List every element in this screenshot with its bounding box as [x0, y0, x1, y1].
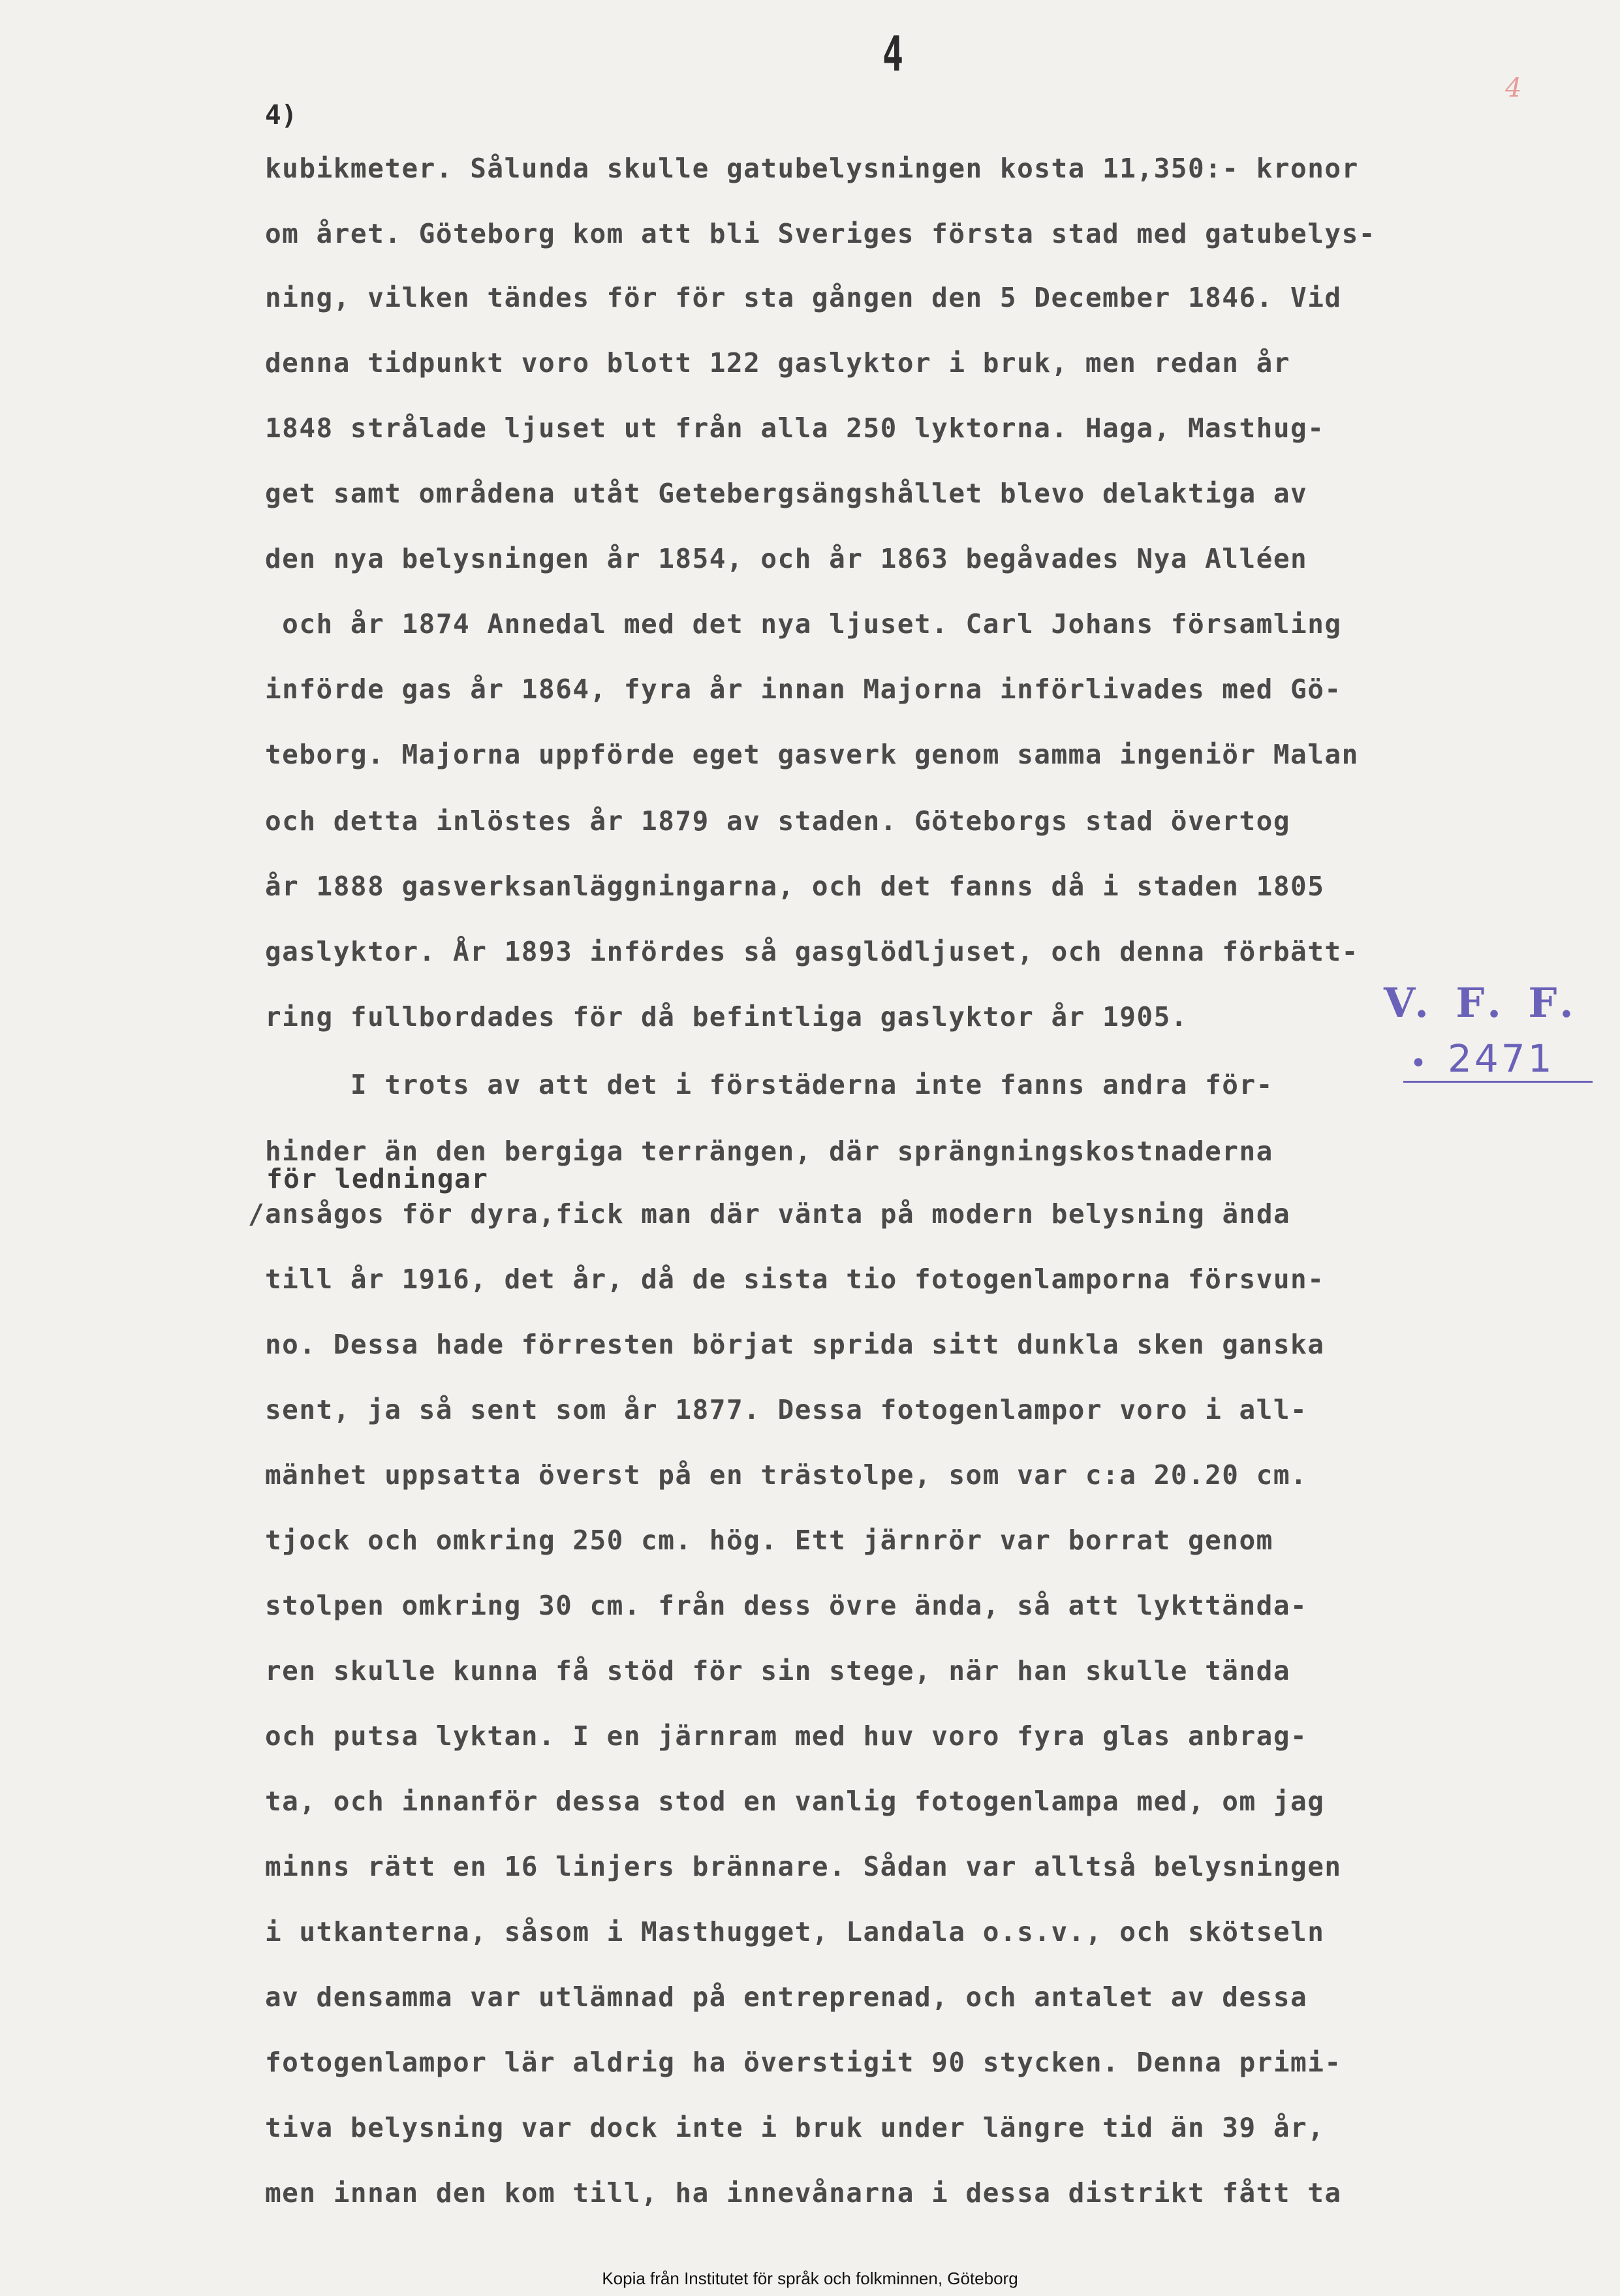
archive-stamp — [1384, 979, 1580, 1081]
text-line: till år 1916, det år, då de sista tio fotogenlamporna försvun- — [265, 1264, 1325, 1295]
stamp-number: 2471 — [1448, 1036, 1555, 1081]
text-line: /ansågos för dyra,fick man där vänta på modern belysning ända — [248, 1198, 1291, 1230]
text-line: i utkanterna, såsom i Masthugget, Landala o.s.v., och skötseln — [265, 1916, 1325, 1947]
text-line: no. Dessa hade förresten börjat sprida sitt dunkla sken ganska — [265, 1329, 1325, 1360]
page-number: 4 — [882, 26, 904, 82]
section-number: 4) — [265, 99, 298, 131]
text-line: ring fullbordades för då befintliga gaslyktor år 1905. — [265, 1001, 1188, 1032]
text-line: 1848 strålade ljuset ut från alla 250 lyktorna. Haga, Masthug- — [265, 412, 1325, 444]
text-line: mänhet uppsatta överst på en trästolpe, som var c:a 20.20 cm. — [265, 1459, 1308, 1491]
text-line: teborg. Majorna uppförde eget gasverk genom samma ingeniör Malan — [265, 739, 1359, 770]
text-line: ren skulle kunna få stöd för sin stege, när han skulle tända — [265, 1655, 1291, 1686]
text-line: denna tidpunkt voro blott 122 gaslyktor i bruk, men redan år — [265, 347, 1291, 379]
text-line: och putsa lyktan. I en järnram med huv voro fyra glas anbrag- — [265, 1720, 1308, 1752]
text-line: I trots av att det i förstäderna inte fanns andra för- — [265, 1069, 1273, 1100]
stamp-letters: V. F. F. — [1384, 979, 1580, 1027]
text-line: och år 1874 Annedal med det nya ljuset. Carl Johans församling — [265, 608, 1342, 640]
text-line: ta, och innanför dessa stod en vanlig fotogenlampa med, om jag — [265, 1786, 1325, 1817]
text-line: tiva belysning var dock inte i bruk under längre tid än 39 år, — [265, 2112, 1325, 2143]
text-line: ning, vilken tändes för för sta gången den 5 December 1846. Vid — [265, 282, 1342, 313]
text-line: hinder än den bergiga terrängen, där sprängningskostnaderna — [265, 1136, 1273, 1167]
text-line: fotogenlampor lär aldrig ha överstigit 90 stycken. Denna primi- — [265, 2047, 1342, 2078]
text-line: stolpen omkring 30 cm. från dess övre ända, så att lykttända- — [265, 1590, 1308, 1621]
corner-pencil-mark: 4 — [1505, 73, 1522, 103]
text-line: men innan den kom till, ha innevånarna i dessa distrikt fått ta — [265, 2177, 1342, 2209]
text-line: införde gas år 1864, fyra år innan Majorna införlivades med Gö- — [265, 674, 1342, 705]
text-line: av densamma var utlämnad på entreprenad, och antalet av dessa — [265, 1981, 1308, 2013]
text-line: den nya belysningen år 1854, och år 1863 begåvades Nya Alléen — [265, 543, 1308, 574]
stamp-underline — [1403, 1081, 1593, 1083]
text-line: tjock och omkring 250 cm. hög. Ett järnrör var borrat genom — [265, 1525, 1273, 1556]
interlinear-insertion: för ledningar — [266, 1163, 489, 1194]
stamp-dot-icon: • — [1410, 1047, 1427, 1080]
text-line: om året. Göteborg kom att bli Sveriges första stad med gatubelys- — [265, 218, 1376, 249]
text-line: år 1888 gasverksanläggningarna, och det fanns då i staden 1805 — [265, 871, 1325, 902]
archive-footer: Kopia från Institutet för språk och folkminnen, Göteborg — [602, 2269, 1018, 2288]
text-line: minns rätt en 16 linjers brännare. Sådan var alltså belysningen — [265, 1851, 1342, 1882]
text-line: gaslyktor. År 1893 infördes så gasglödljuset, och denna förbätt- — [265, 936, 1359, 967]
text-line: sent, ja så sent som år 1877. Dessa fotogenlampor voro i all- — [265, 1394, 1308, 1425]
text-line: och detta inlöstes år 1879 av staden. Göteborgs stad övertog — [265, 805, 1291, 837]
text-line: kubikmeter. Sålunda skulle gatubelysningen kosta 11,350:- kronor — [265, 153, 1359, 184]
text-line: get samt områdena utåt Getebergsängshållet blevo delaktiga av — [265, 478, 1308, 509]
